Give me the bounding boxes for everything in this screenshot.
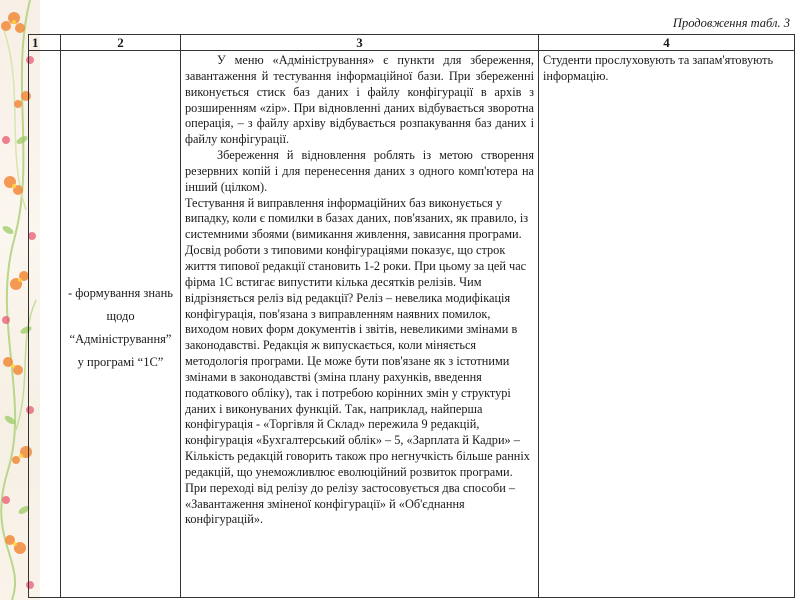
- topic-line-2: щодо: [106, 309, 135, 323]
- topic-line-3: “Адміністрування”: [69, 332, 172, 346]
- header-col-4: 4: [539, 35, 795, 51]
- header-row: [29, 35, 795, 51]
- lesson-table: [28, 34, 795, 598]
- cell-col-1: [29, 51, 61, 598]
- header-col-1: 1: [29, 35, 61, 51]
- content-paragraph-3: Тестування й виправлення інформаційних баз виконується у випадку, коли є помилки в базах даних, пов'язаних, як правило, із системними збоями (вимикання живлення, зависання програми. Досвід роботи з типовими конфігураціями показує, що строк життя типової редакції становить 1-2 роки. При цьому за цей час фірма 1С встигає випустити кілька десятків релізів. Чим відрізняється реліз від редакції? Реліз – невелика модифікація конфігурація, пов'язана з виправленням наявних помилок, виходом нових форм документів і звітів, невеликими змінами в законодавстві. Редакція ж випускається, коли міняється методологія програми. Це може бути пов'язане як з істотними змінами в законодавстві (зміна плану рахунків, введення податкового обліку), так і потребою корінних змін у структурі даних і виконуваних функцій. Так, наприклад, найперша конфігурація - «Торгівля й Склад» пережила 9 редакцій, конфігурація «Бухгалтерський облік» – 5, «Зарплата й Кадри» – Кількість редакцій говорить також про негнучкість більше ранніх редакцій, що унеможливлює еволюційний розвиток програми.: [185, 195, 530, 479]
- topic-line-1: - формування знань: [68, 286, 173, 300]
- content-paragraph-4: При переході від релізу до релізу застосовується два способи – «Завантаження зміненої конфігурації» й «Об'єднання конфігурацій».: [185, 480, 516, 527]
- table-continuation-label: Продовження табл. 3: [672, 16, 790, 30]
- cell-col-4: [539, 51, 795, 598]
- document-page: [28, 14, 794, 596]
- content-row: [29, 51, 795, 598]
- header-col-2: 2: [61, 35, 181, 51]
- header-col-3: 3: [181, 35, 539, 51]
- cell-col-2: [61, 51, 181, 598]
- content-paragraph-2: Збереження й відновлення роблять із метою створення резервних копій і для перенесення даних з одного комп'ютера на інший (цілком).: [185, 148, 534, 194]
- topic-line-4: у програмі “1С”: [77, 355, 164, 369]
- student-activity-text: Студенти прослуховують та запам'ятовують інформацію.: [543, 53, 774, 83]
- content-paragraph-1: У меню «Адміністрування» є пункти для збереження, завантаження й тестування інформаційної бази. При збереженні виконується стиск баз даних і файлу конфігурації в архів з розширенням «zip». При відновленні даних відбувається зворотна операція, – з файлу архіву відбувається розпакування баз даних і файлу конфігурації.: [185, 53, 534, 147]
- cell-col-3: [181, 51, 539, 598]
